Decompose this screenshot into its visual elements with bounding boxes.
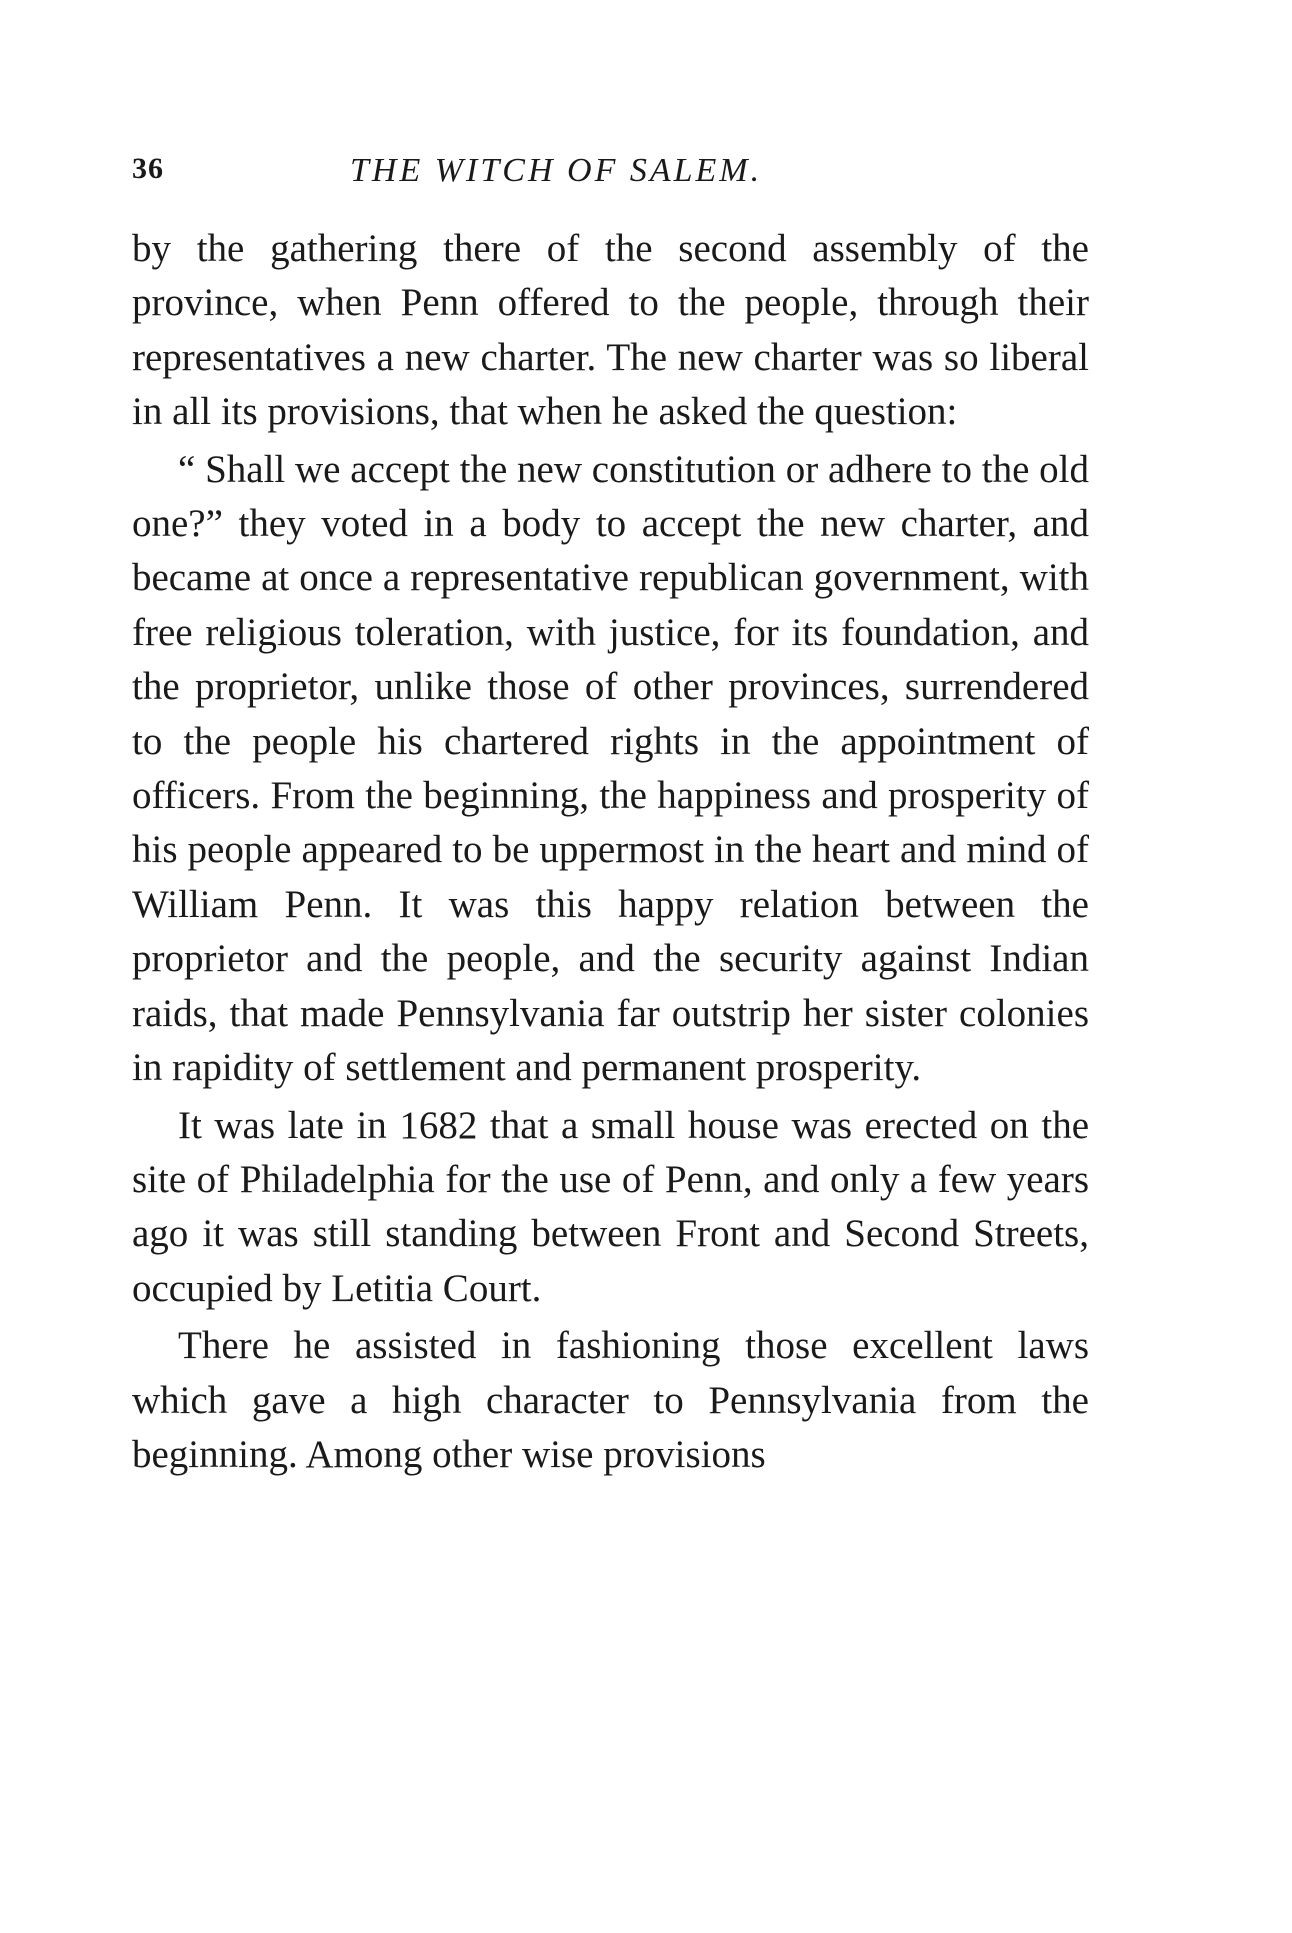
paragraph: It was late in 1682 that a small house was erected on the site of Philadelphia for the use of Penn, and only a few years ago it was still standing between Front and Second Streets, occupied by Letitia Court. <box>132 1103 1089 1310</box>
running-head <box>132 152 1087 202</box>
paragraph: “ Shall we accept the new constitution or adhere to the old one?” they voted in a body to accept the new charter, and became at once a representative republican government, with free religious toleration, with justice, for its foundation, and the proprietor, unlike those of other provinces, surrendered to the people his chartered rights in the appointment of officers. From the beginning, the happiness and prosperity of his people appeared to be uppermost in the heart and mind of William Penn. It was this happy relation between the proprietor and the people, and the security against Indian raids, that made Pennsylvania far outstrip her sister colonies in rapidity of settlement and permanent prosperity. <box>132 447 1089 1090</box>
paragraph: There he assisted in fashioning those excellent laws which gave a high character to Pennsylvania from the beginning. Among other wise provisions <box>132 1324 1089 1476</box>
paragraph-continued: by the gathering there of the second assembly of the province, when Penn offered to the people, through their representatives a new charter. The new charter was so liberal in all its provisions, that when he asked the question: <box>132 227 1089 434</box>
page-number: 36 <box>132 152 164 185</box>
book-title: THE WITCH OF SALEM. <box>350 152 763 189</box>
body-text <box>132 222 1089 1482</box>
